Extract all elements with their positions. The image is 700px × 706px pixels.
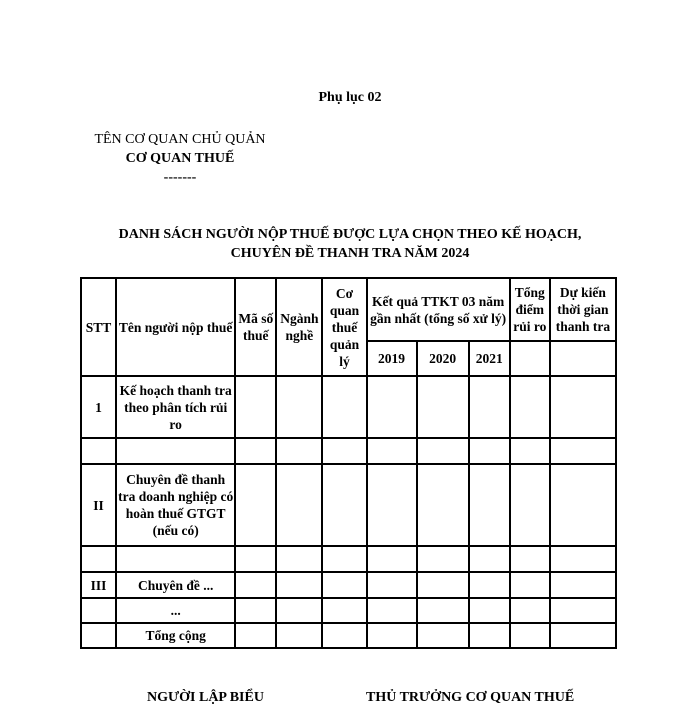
table-cell	[367, 464, 417, 546]
table-cell	[510, 598, 550, 623]
table-cell	[367, 623, 417, 648]
table-cell	[322, 598, 366, 623]
table-cell	[550, 572, 616, 598]
header-stt: STT	[81, 278, 116, 376]
table-cell	[235, 464, 276, 546]
table-cell	[510, 376, 550, 438]
table-cell	[510, 438, 550, 464]
table-cell	[469, 376, 510, 438]
table-cell	[469, 623, 510, 648]
table-cell	[510, 572, 550, 598]
table-cell	[550, 438, 616, 464]
row-taxpayer: Chuyên đề ...	[116, 572, 235, 598]
table-cell	[510, 623, 550, 648]
header-agency: Cơ quan thuế quản lý	[322, 278, 366, 376]
table-cell	[116, 438, 235, 464]
table-cell	[235, 376, 276, 438]
preparer-signature-label: NGƯỜI LẬP BIỂU	[147, 690, 264, 705]
header-schedule: Dự kiến thời gian thanh tra	[550, 278, 616, 341]
header-year: 2021	[469, 341, 510, 376]
table-cell	[322, 464, 366, 546]
table-cell	[550, 464, 616, 546]
header-year: 2019	[367, 341, 417, 376]
table-row	[81, 376, 616, 438]
parent-agency-name: TÊN CƠ QUAN CHỦ QUẢN	[94, 132, 266, 147]
header-industry: Ngành nghề	[276, 278, 322, 376]
agency-header	[80, 130, 280, 187]
table-cell	[276, 623, 322, 648]
table-cell	[417, 598, 469, 623]
table-cell	[469, 572, 510, 598]
title-line-2: CHUYÊN ĐỀ THANH TRA NĂM 2024	[230, 246, 470, 261]
row-stt: III	[81, 572, 116, 598]
table-cell	[550, 376, 616, 438]
table-cell	[417, 438, 469, 464]
table-cell	[235, 623, 276, 648]
table-cell	[417, 572, 469, 598]
table-cell	[550, 598, 616, 623]
table-cell	[322, 572, 366, 598]
table-cell	[322, 376, 366, 438]
table-row	[81, 438, 616, 464]
header-results: Kết quả TTKT 03 năm gần nhất (tổng số xử lý)	[367, 278, 510, 341]
header-risk-score: Tổng điểm rủi ro	[510, 278, 550, 341]
table-cell	[235, 546, 276, 572]
taxpayer-table	[80, 277, 617, 649]
appendix-label: Phụ lục 02	[318, 90, 382, 105]
document-title	[80, 225, 620, 263]
table-cell	[550, 623, 616, 648]
table-row	[81, 598, 616, 623]
table-cell	[367, 438, 417, 464]
table-cell	[469, 438, 510, 464]
table-cell	[81, 598, 116, 623]
row-stt: 1	[81, 376, 116, 438]
table-cell	[81, 623, 116, 648]
row-taxpayer: Chuyên đề thanh tra doanh nghiệp có hoàn thuế GTGT (nếu có)	[116, 464, 235, 546]
table-cell	[367, 598, 417, 623]
header-taxpayer: Tên người nộp thuế	[116, 278, 235, 376]
row-ellipsis: ...	[116, 598, 235, 623]
table-cell	[550, 546, 616, 572]
table-cell	[276, 546, 322, 572]
header-year: 2020	[417, 341, 469, 376]
row-stt: II	[81, 464, 116, 546]
header-tax-code: Mã số thuế	[235, 278, 276, 376]
table-cell	[510, 341, 550, 376]
table-cell	[469, 546, 510, 572]
table-cell	[322, 546, 366, 572]
table-cell	[235, 598, 276, 623]
agency-rule: -------	[163, 170, 197, 185]
table-cell	[367, 376, 417, 438]
table-cell	[81, 546, 116, 572]
table-cell	[417, 623, 469, 648]
table-cell	[276, 376, 322, 438]
table-cell	[276, 438, 322, 464]
table-cell	[322, 623, 366, 648]
title-line-1: DANH SÁCH NGƯỜI NỘP THUẾ ĐƯỢC LỰA CHỌN THEO KẾ HOẠCH,	[118, 227, 582, 242]
table-cell	[510, 464, 550, 546]
table-cell	[276, 572, 322, 598]
table-cell	[235, 438, 276, 464]
table-cell	[417, 376, 469, 438]
table-cell	[550, 341, 616, 376]
tax-agency-name: CƠ QUAN THUẾ	[125, 151, 235, 166]
table-cell	[322, 438, 366, 464]
row-total: Tổng cộng	[116, 623, 235, 648]
table-cell	[417, 546, 469, 572]
table-cell	[469, 598, 510, 623]
row-taxpayer: Kế hoạch thanh tra theo phân tích rủi ro	[116, 376, 235, 438]
table-row	[81, 464, 616, 546]
table-cell	[116, 546, 235, 572]
table-cell	[417, 464, 469, 546]
head-signature-label: THỦ TRƯỞNG CƠ QUAN THUẾ	[366, 690, 575, 705]
table-cell	[367, 546, 417, 572]
table-cell	[469, 464, 510, 546]
table-cell	[276, 598, 322, 623]
table-row	[81, 572, 616, 598]
table-cell	[235, 572, 276, 598]
table-cell	[276, 464, 322, 546]
table-row	[81, 546, 616, 572]
table-cell	[367, 572, 417, 598]
table-cell	[510, 546, 550, 572]
header-row	[81, 278, 616, 341]
total-row	[81, 623, 616, 648]
table-cell	[81, 438, 116, 464]
